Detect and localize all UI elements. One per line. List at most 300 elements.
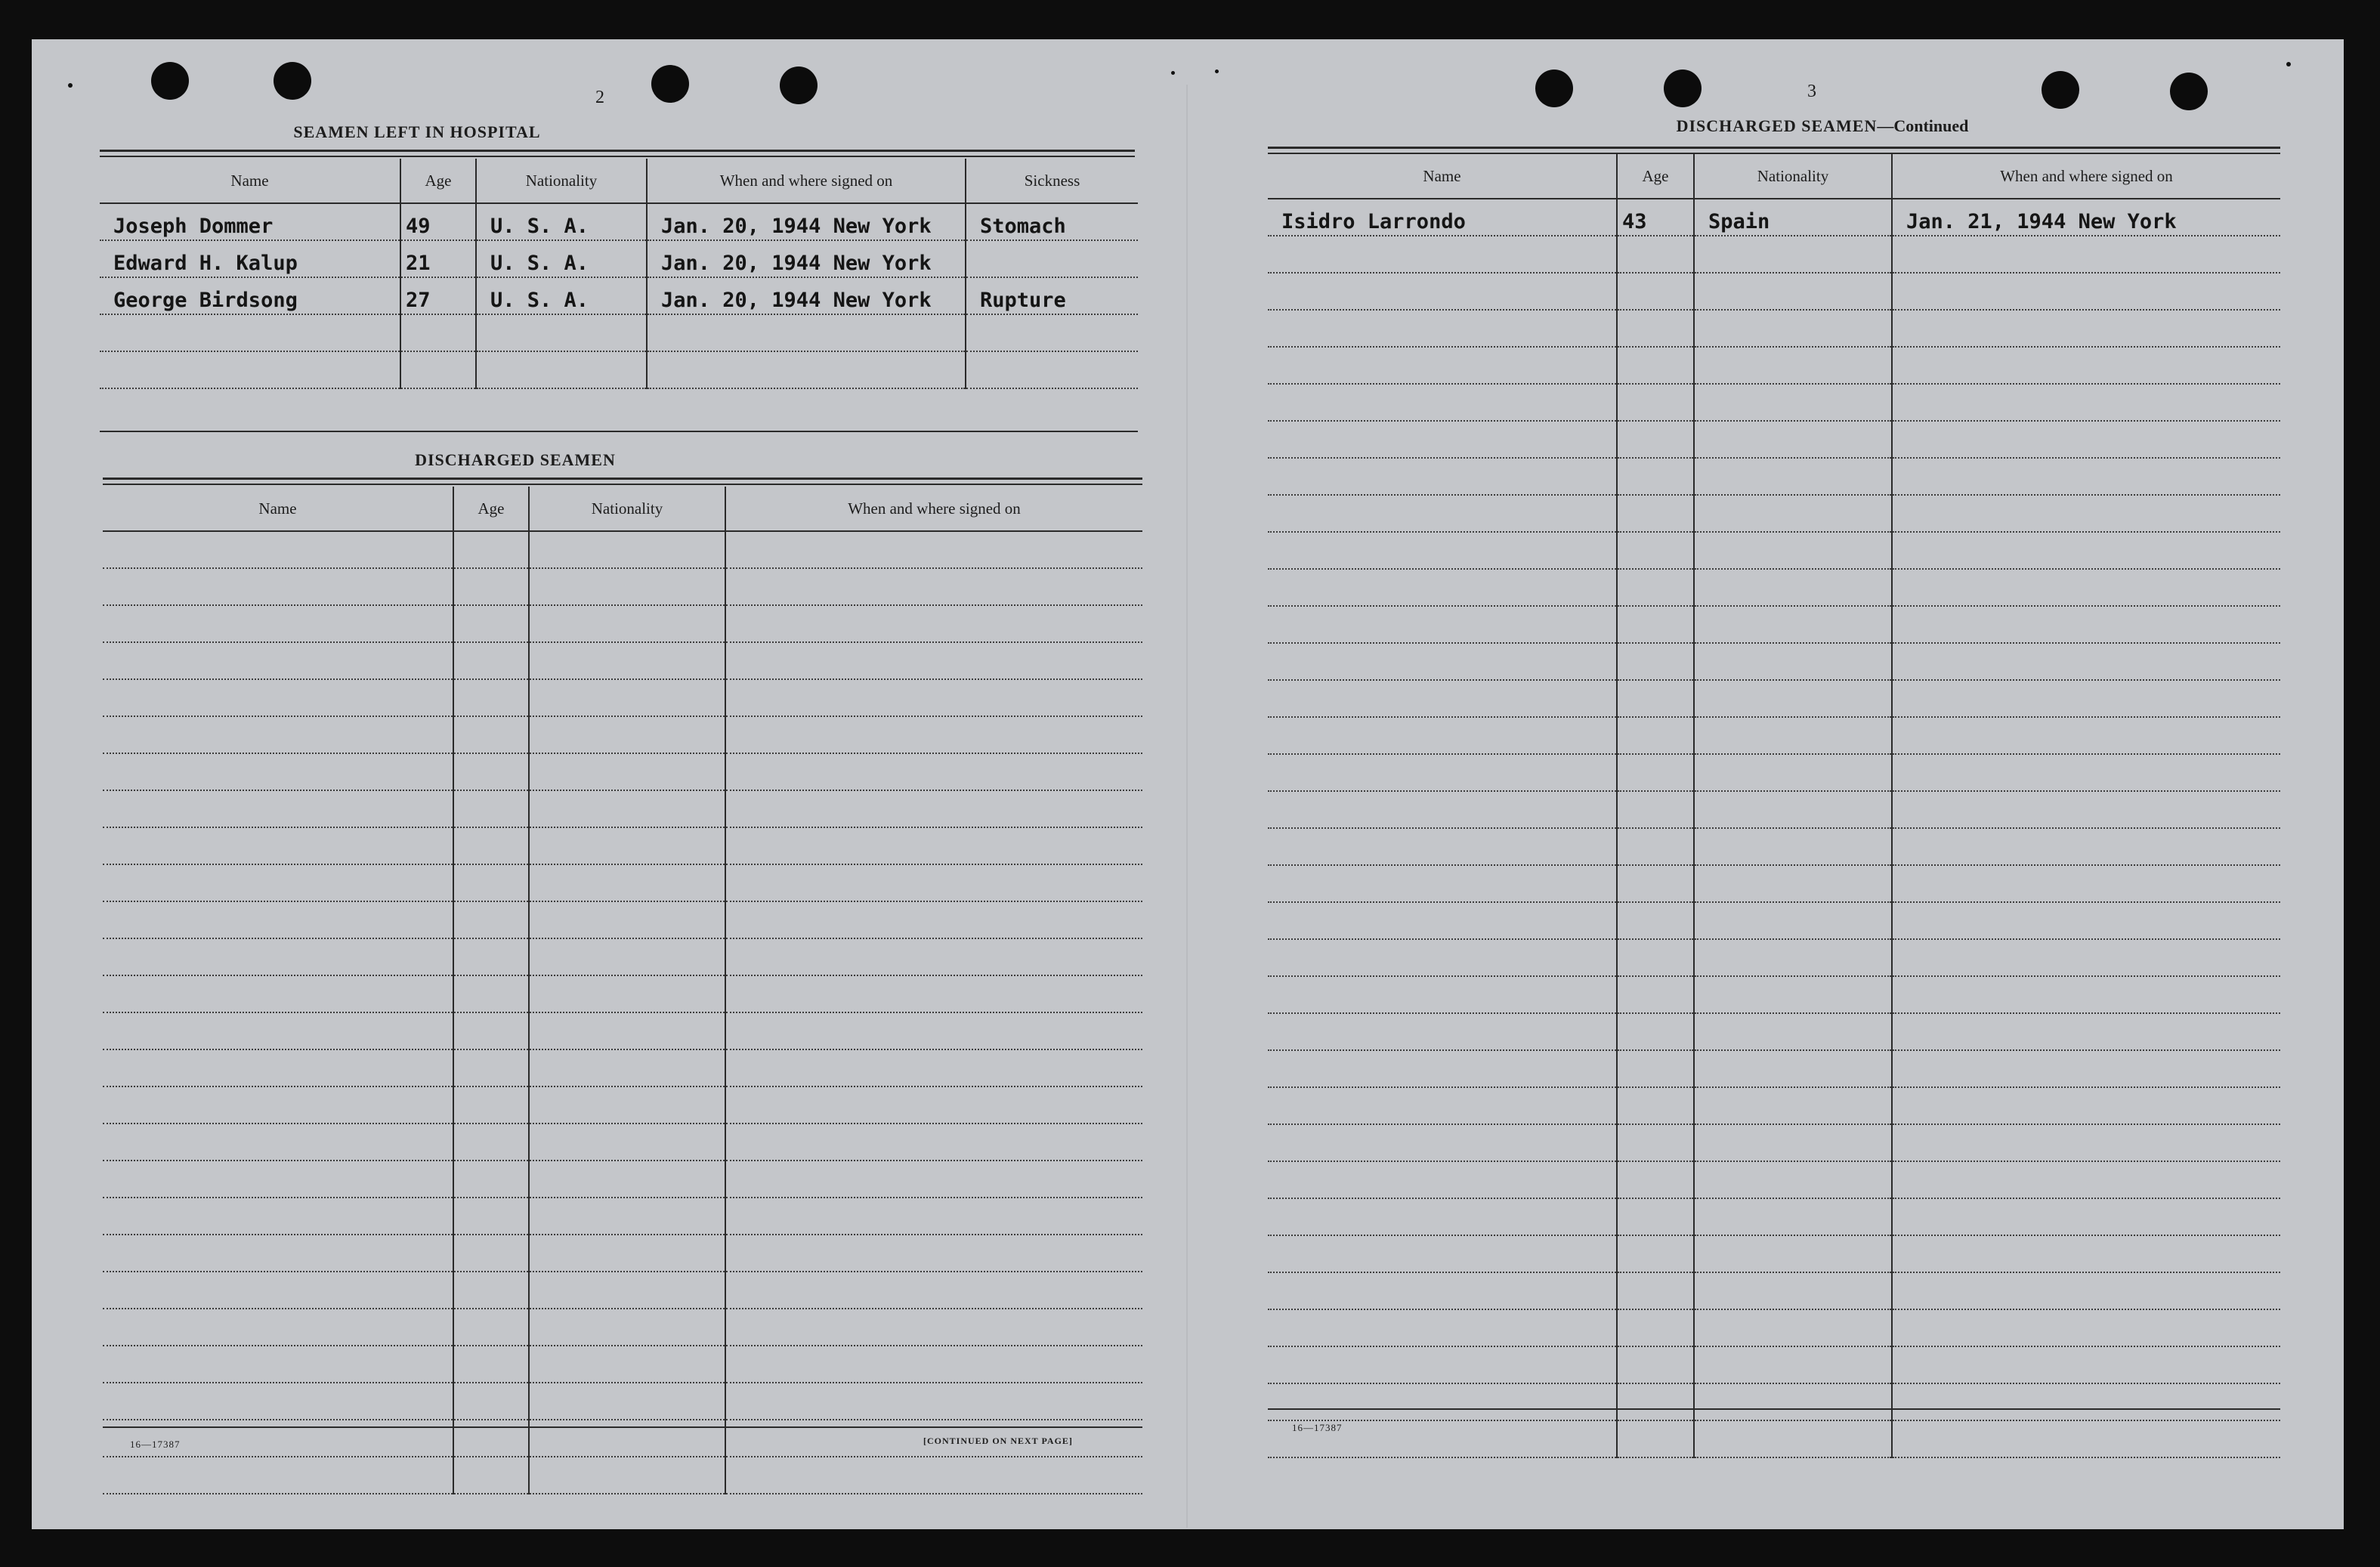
blank-cell xyxy=(103,1346,453,1383)
table-row xyxy=(1268,976,2280,1013)
blank-cell xyxy=(529,1161,725,1198)
blank-cell xyxy=(1268,828,1617,865)
title-rule xyxy=(1268,147,2280,149)
table-row xyxy=(103,679,1142,716)
blank-cell xyxy=(529,864,725,901)
table-row xyxy=(1268,717,2280,754)
blank-cell xyxy=(1617,1050,1694,1087)
table-row xyxy=(1268,902,2280,939)
seaman-age: 21 xyxy=(400,240,476,277)
seaman-nationality: U. S. A. xyxy=(476,277,647,314)
blank-cell xyxy=(1892,939,2280,976)
col-header-nationality: Nationality xyxy=(529,487,725,531)
blank-cell xyxy=(453,753,529,790)
blank-cell xyxy=(1694,1087,1892,1124)
blank-cell xyxy=(529,1272,725,1309)
table-row xyxy=(1268,347,2280,384)
blank-cell xyxy=(1268,1235,1617,1272)
blank-cell xyxy=(529,790,725,827)
blank-cell xyxy=(1892,569,2280,606)
seaman-signed-on: Jan. 20, 1944 New York xyxy=(647,277,966,314)
blank-cell xyxy=(1617,1272,1694,1309)
table-row xyxy=(103,827,1142,864)
blank-cell xyxy=(1268,680,1617,717)
hospital-section-title: SEAMEN LEFT IN HOSPITAL xyxy=(293,122,541,141)
blank-cell xyxy=(529,975,725,1012)
blank-cell xyxy=(1892,1087,2280,1124)
blank-cell xyxy=(1892,717,2280,754)
blank-cell xyxy=(1892,754,2280,791)
blank-cell xyxy=(453,938,529,975)
blank-cell xyxy=(453,679,529,716)
blank-cell xyxy=(103,716,453,753)
table-row xyxy=(103,938,1142,975)
blank-cell xyxy=(1892,828,2280,865)
blank-cell xyxy=(1617,236,1694,273)
blank-cell xyxy=(1694,532,1892,569)
table-row xyxy=(103,1012,1142,1049)
blank-cell xyxy=(1617,273,1694,310)
blank-cell xyxy=(1268,865,1617,902)
table-row xyxy=(100,277,1138,314)
blank-cell xyxy=(103,605,453,642)
seaman-signed-on: Jan. 21, 1944 New York xyxy=(1892,199,2280,236)
blank-cell xyxy=(725,827,1142,864)
col-header-signed-on: When and where signed on xyxy=(647,159,966,203)
section-bottom-rule xyxy=(100,431,1138,432)
table-row xyxy=(1268,199,2280,236)
blank-cell xyxy=(1694,976,1892,1013)
continued-note: [CONTINUED ON NEXT PAGE] xyxy=(923,1436,1073,1446)
blank-cell xyxy=(1694,606,1892,643)
table-row xyxy=(1268,495,2280,532)
blank-cell xyxy=(529,1049,725,1086)
table-row xyxy=(1268,236,2280,273)
discharged-continued-title xyxy=(1550,116,2094,136)
table-row xyxy=(1268,865,2280,902)
blank-cell xyxy=(1268,532,1617,569)
blank-cell xyxy=(1892,458,2280,495)
blank-cell xyxy=(103,1049,453,1086)
blank-cell xyxy=(1892,1346,2280,1383)
blank-cell xyxy=(725,1012,1142,1049)
blank-cell xyxy=(103,1198,453,1235)
blank-cell xyxy=(1694,680,1892,717)
blank-cell xyxy=(1617,310,1694,347)
blank-cell xyxy=(1694,1420,1892,1457)
blank-cell xyxy=(1617,347,1694,384)
blank-cell xyxy=(453,568,529,605)
blank-cell xyxy=(1268,273,1617,310)
table-row xyxy=(1268,828,2280,865)
table-row xyxy=(103,864,1142,901)
blank-cell xyxy=(1892,495,2280,532)
blank-cell xyxy=(1694,569,1892,606)
table-row xyxy=(103,975,1142,1012)
title-suffix: —Continued xyxy=(1877,116,1969,135)
table-row xyxy=(103,531,1142,568)
table-row xyxy=(103,790,1142,827)
blank-cell xyxy=(453,1235,529,1272)
blank-cell xyxy=(1617,1013,1694,1050)
table-row xyxy=(1268,384,2280,421)
table-row xyxy=(1268,1309,2280,1346)
col-header-age: Age xyxy=(453,487,529,531)
blank-cell xyxy=(1617,569,1694,606)
table-row xyxy=(1268,680,2280,717)
table-row xyxy=(1268,458,2280,495)
blank-cell xyxy=(1892,643,2280,680)
table-row xyxy=(103,642,1142,679)
blank-cell xyxy=(1617,458,1694,495)
blank-cell xyxy=(725,1049,1142,1086)
blank-cell xyxy=(1617,865,1694,902)
blank-cell xyxy=(725,568,1142,605)
table-row xyxy=(100,314,1138,351)
blank-cell xyxy=(1892,1235,2280,1272)
blank-cell xyxy=(1694,1050,1892,1087)
table-row xyxy=(103,1049,1142,1086)
blank-cell xyxy=(1268,1272,1617,1309)
blank-cell xyxy=(453,605,529,642)
blank-cell xyxy=(529,1198,725,1235)
col-header-age: Age xyxy=(1617,154,1694,199)
seaman-age: 27 xyxy=(400,277,476,314)
blank-cell xyxy=(1268,791,1617,828)
table-row xyxy=(103,568,1142,605)
blank-cell xyxy=(725,605,1142,642)
hospital-table xyxy=(100,159,1138,389)
blank-cell xyxy=(453,790,529,827)
blank-cell xyxy=(1694,1161,1892,1198)
blank-cell xyxy=(1694,828,1892,865)
blank-cell xyxy=(1892,1272,2280,1309)
blank-cell xyxy=(1268,939,1617,976)
section-bottom-rule xyxy=(103,1426,1142,1428)
blank-cell xyxy=(453,1012,529,1049)
blank-cell xyxy=(1617,1346,1694,1383)
blank-cell xyxy=(1694,310,1892,347)
blank-cell xyxy=(1617,532,1694,569)
blank-cell xyxy=(529,716,725,753)
col-header-signed-on: When and where signed on xyxy=(1892,154,2280,199)
blank-cell xyxy=(1892,680,2280,717)
blank-cell xyxy=(103,1161,453,1198)
blank-cell xyxy=(1694,273,1892,310)
blank-cell xyxy=(103,642,453,679)
blank-cell xyxy=(725,1086,1142,1123)
blank-cell xyxy=(1617,1235,1694,1272)
col-header-nationality: Nationality xyxy=(476,159,647,203)
table-row xyxy=(103,1457,1142,1494)
col-header-sickness: Sickness xyxy=(966,159,1138,203)
blank-cell xyxy=(1694,791,1892,828)
blank-cell xyxy=(1617,754,1694,791)
blank-cell xyxy=(103,1235,453,1272)
blank-cell xyxy=(529,1346,725,1383)
blank-cell xyxy=(1892,865,2280,902)
blank-cell xyxy=(1617,680,1694,717)
blank-cell xyxy=(1892,1198,2280,1235)
table-row xyxy=(103,716,1142,753)
blank-cell xyxy=(529,605,725,642)
seaman-name: Edward H. Kalup xyxy=(100,240,400,277)
blank-cell xyxy=(1268,606,1617,643)
blank-cell xyxy=(529,753,725,790)
blank-cell xyxy=(529,1420,725,1457)
blank-cell xyxy=(1617,976,1694,1013)
discharged-continued-table xyxy=(1268,154,2280,1458)
blank-cell xyxy=(1892,1309,2280,1346)
blank-cell xyxy=(1892,606,2280,643)
blank-cell xyxy=(1892,1050,2280,1087)
table-row xyxy=(103,1086,1142,1123)
title-rule xyxy=(100,156,1135,157)
blank-cell xyxy=(1617,828,1694,865)
blank-cell xyxy=(1892,791,2280,828)
blank-cell xyxy=(1617,1420,1694,1457)
title-rule xyxy=(103,478,1142,480)
blank-cell xyxy=(725,642,1142,679)
blank-cell xyxy=(1892,1124,2280,1161)
blank-cell xyxy=(1892,347,2280,384)
blank-cell xyxy=(1268,1309,1617,1346)
blank-cell xyxy=(1617,1383,1694,1420)
blank-cell xyxy=(103,1457,453,1494)
blank-cell xyxy=(1694,384,1892,421)
blank-cell xyxy=(453,1420,529,1457)
blank-cell xyxy=(1694,1272,1892,1309)
blank-cell xyxy=(1268,310,1617,347)
blank-cell xyxy=(1617,495,1694,532)
blank-cell xyxy=(1617,606,1694,643)
blank-cell xyxy=(453,827,529,864)
page-number: 2 xyxy=(595,88,604,107)
seaman-age: 43 xyxy=(1617,199,1694,236)
blank-cell xyxy=(725,1235,1142,1272)
blank-cell xyxy=(1694,902,1892,939)
blank-cell xyxy=(529,1012,725,1049)
col-header-age: Age xyxy=(400,159,476,203)
col-header-signed-on: When and where signed on xyxy=(725,487,1142,531)
blank-cell xyxy=(453,975,529,1012)
discharged-table xyxy=(103,487,1142,1494)
blank-cell xyxy=(725,1198,1142,1235)
table-row xyxy=(1268,1198,2280,1235)
col-header-name: Name xyxy=(1268,154,1617,199)
blank-cell xyxy=(529,1235,725,1272)
blank-cell xyxy=(1694,1124,1892,1161)
seaman-signed-on: Jan. 20, 1944 New York xyxy=(647,240,966,277)
blank-cell xyxy=(725,1161,1142,1198)
seaman-age: 49 xyxy=(400,203,476,240)
table-row xyxy=(103,1346,1142,1383)
table-row xyxy=(100,240,1138,277)
table-row xyxy=(1268,273,2280,310)
blank-cell xyxy=(103,568,453,605)
blank-cell xyxy=(1694,1013,1892,1050)
blank-cell xyxy=(1694,1309,1892,1346)
blank-cell xyxy=(1268,236,1617,273)
blank-cell xyxy=(1617,1124,1694,1161)
blank-cell xyxy=(1617,421,1694,458)
blank-cell xyxy=(103,901,453,938)
blank-cell xyxy=(725,679,1142,716)
table-row xyxy=(1268,791,2280,828)
table-row xyxy=(103,753,1142,790)
blank-cell xyxy=(725,790,1142,827)
blank-cell xyxy=(725,1309,1142,1346)
col-header-name: Name xyxy=(100,159,400,203)
seaman-nationality: Spain xyxy=(1694,199,1892,236)
table-row xyxy=(103,1383,1142,1420)
table-row xyxy=(103,1235,1142,1272)
blank-cell xyxy=(529,679,725,716)
blank-cell xyxy=(103,827,453,864)
table-row xyxy=(1268,1087,2280,1124)
blank-cell xyxy=(1694,939,1892,976)
table-row xyxy=(1268,1420,2280,1457)
blank-cell xyxy=(1268,1087,1617,1124)
blank-cell xyxy=(1268,1124,1617,1161)
blank-cell xyxy=(725,1383,1142,1420)
blank-cell xyxy=(1617,902,1694,939)
blank-cell xyxy=(453,531,529,568)
blank-cell xyxy=(453,1457,529,1494)
table-row xyxy=(103,1309,1142,1346)
blank-cell xyxy=(1892,384,2280,421)
blank-cell xyxy=(1268,754,1617,791)
blank-cell xyxy=(1892,310,2280,347)
blank-cell xyxy=(1892,976,2280,1013)
blank-cell xyxy=(529,1086,725,1123)
seaman-nationality: U. S. A. xyxy=(476,203,647,240)
discharged-section-title: DISCHARGED SEAMEN xyxy=(415,450,616,469)
seaman-sickness: Stomach xyxy=(966,203,1138,240)
blank-cell xyxy=(529,531,725,568)
blank-cell xyxy=(725,1457,1142,1494)
blank-cell xyxy=(1892,1383,2280,1420)
blank-cell xyxy=(1268,495,1617,532)
table-row xyxy=(1268,569,2280,606)
table-row xyxy=(100,203,1138,240)
blank-cell xyxy=(725,1346,1142,1383)
blank-cell xyxy=(1694,458,1892,495)
table-row xyxy=(1268,1050,2280,1087)
blank-cell xyxy=(1892,1161,2280,1198)
blank-cell xyxy=(1892,532,2280,569)
blank-cell xyxy=(103,1383,453,1420)
table-row xyxy=(1268,1346,2280,1383)
blank-cell xyxy=(1268,421,1617,458)
blank-cell xyxy=(103,790,453,827)
blank-cell xyxy=(453,716,529,753)
right-page xyxy=(1195,39,2344,1529)
blank-cell xyxy=(453,1123,529,1161)
blank-cell xyxy=(103,1086,453,1123)
blank-cell xyxy=(529,1123,725,1161)
seaman-name: George Birdsong xyxy=(100,277,400,314)
blank-cell xyxy=(1268,902,1617,939)
blank-cell xyxy=(1617,1309,1694,1346)
blank-cell xyxy=(453,864,529,901)
blank-cell xyxy=(725,716,1142,753)
blank-cell xyxy=(1268,1161,1617,1198)
blank-cell xyxy=(103,679,453,716)
blank-cell xyxy=(1268,1383,1617,1420)
blank-cell xyxy=(725,1123,1142,1161)
blank-cell xyxy=(1268,347,1617,384)
blank-cell xyxy=(529,568,725,605)
blank-cell xyxy=(725,753,1142,790)
blank-cell xyxy=(1617,1161,1694,1198)
blank-cell xyxy=(1268,1346,1617,1383)
blank-cell xyxy=(1892,421,2280,458)
table-row xyxy=(103,901,1142,938)
blank-cell xyxy=(103,753,453,790)
blank-cell xyxy=(1892,1420,2280,1457)
blank-cell xyxy=(1617,791,1694,828)
blank-cell xyxy=(1694,1198,1892,1235)
blank-cell xyxy=(1694,754,1892,791)
blank-cell xyxy=(453,642,529,679)
table-row xyxy=(1268,1124,2280,1161)
blank-cell xyxy=(725,864,1142,901)
blank-cell xyxy=(1694,236,1892,273)
table-row xyxy=(103,1198,1142,1235)
col-header-name: Name xyxy=(103,487,453,531)
blank-cell xyxy=(453,1309,529,1346)
table-row xyxy=(1268,532,2280,569)
table-row xyxy=(1268,1161,2280,1198)
seaman-signed-on: Jan. 20, 1944 New York xyxy=(647,203,966,240)
blank-cell xyxy=(529,642,725,679)
table-row xyxy=(100,351,1138,388)
blank-cell xyxy=(529,938,725,975)
title-rule xyxy=(100,150,1135,152)
blank-cell xyxy=(725,1272,1142,1309)
blank-cell xyxy=(1694,717,1892,754)
blank-cell xyxy=(1268,569,1617,606)
blank-cell xyxy=(103,1272,453,1309)
table-row xyxy=(1268,1272,2280,1309)
blank-cell xyxy=(1617,717,1694,754)
table-row xyxy=(1268,606,2280,643)
blank-cell xyxy=(1694,1235,1892,1272)
blank-cell xyxy=(1268,717,1617,754)
blank-cell xyxy=(1268,384,1617,421)
blank-cell xyxy=(453,1198,529,1235)
blank-cell xyxy=(1617,384,1694,421)
blank-cell xyxy=(103,531,453,568)
blank-cell xyxy=(1694,643,1892,680)
table-row xyxy=(1268,939,2280,976)
table-row xyxy=(1268,1235,2280,1272)
blank-cell xyxy=(725,531,1142,568)
blank-cell xyxy=(103,938,453,975)
blank-cell xyxy=(103,975,453,1012)
blank-cell xyxy=(1268,1013,1617,1050)
blank-cell xyxy=(1892,236,2280,273)
blank-cell xyxy=(453,1161,529,1198)
table-row xyxy=(1268,643,2280,680)
blank-cell xyxy=(1694,1383,1892,1420)
table-row xyxy=(103,1272,1142,1309)
blank-cell xyxy=(529,1457,725,1494)
document-sheet xyxy=(32,39,2344,1529)
section-bottom-rule xyxy=(1268,1408,2280,1410)
blank-cell xyxy=(529,1309,725,1346)
